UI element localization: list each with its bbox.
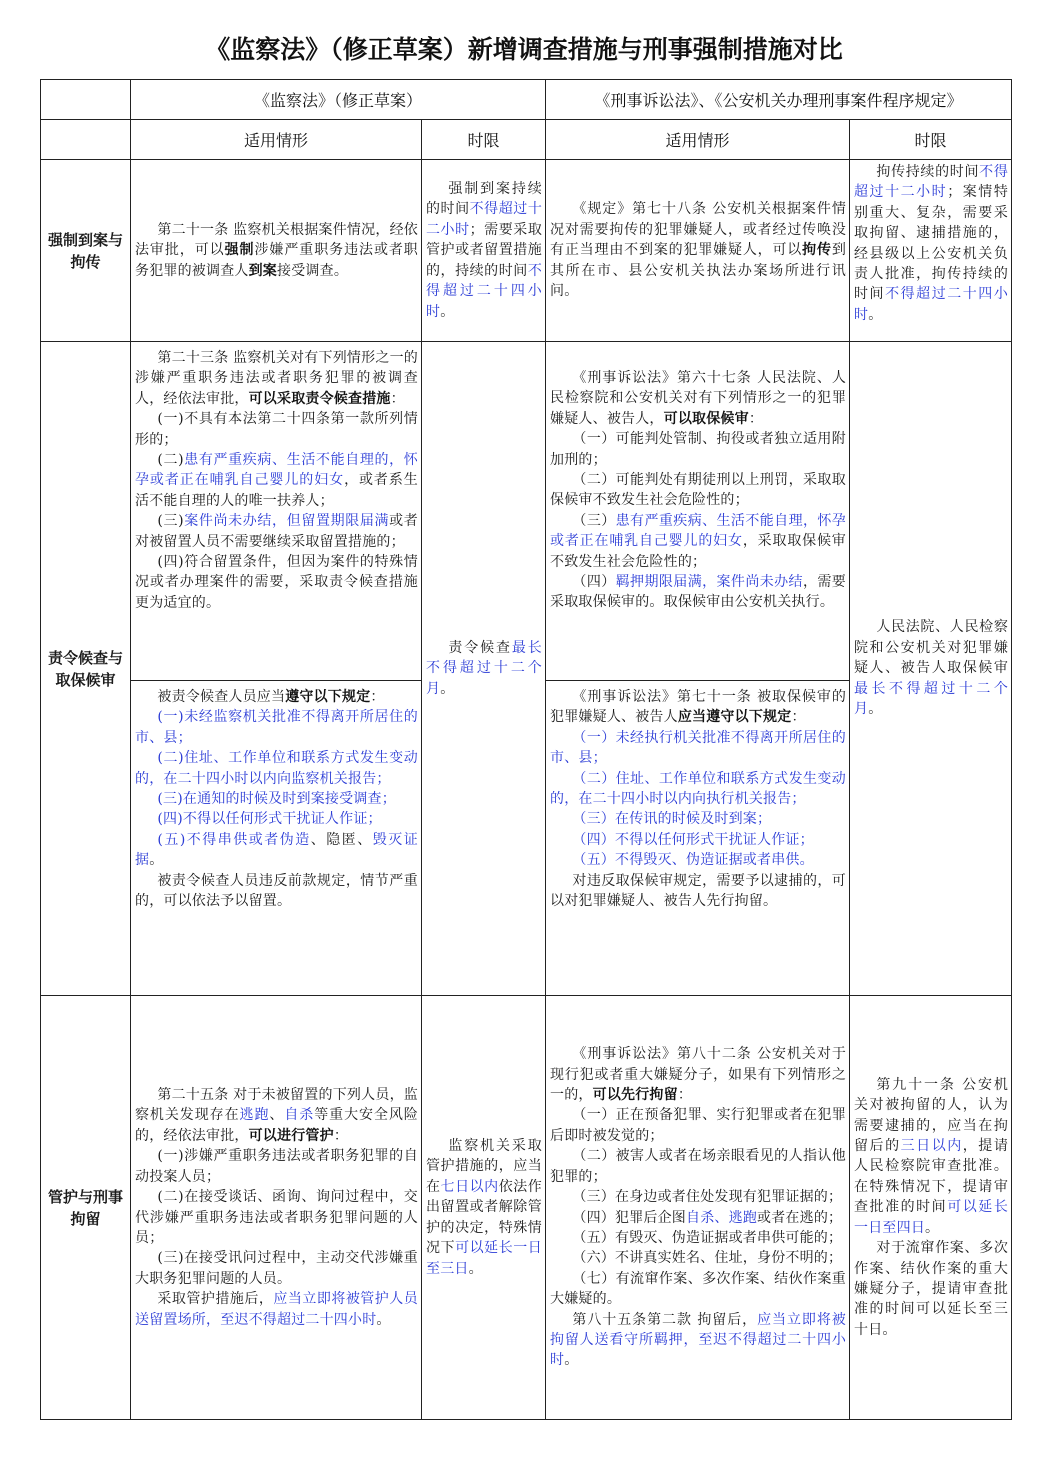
row2-criminal-scope-conditions: 《刑事诉讼法》第六十七条 人民法院、人民检察院和公安机关对有下列情形之一的犯罪嫌疑人、被告人，可以取保候审： （一）可能判处管制、拘役或者独立适用附加刑的； （二）可能判处有期徒刑以上刑罚，采取取保候审不致发生社会危险性的； （三）患有严重疾病、生活不能自理，怀孕或者正在哺乳自己婴儿的妇女，采取取保候审不致发生社会危险性的； （四）羁押期限届满，案件尚未办结，需要采取取保候审的。取保候审由公安机关执行。 <box>546 342 849 681</box>
header-row-groups <box>41 80 1012 120</box>
table-row <box>41 342 1012 996</box>
table-row <box>41 996 1012 1420</box>
row1-criminal-scope: 《规定》第七十八条 公安机关根据案件情况对需要拘传的犯罪嫌疑人，或者经过传唤没有正当理由不到案的犯罪嫌疑人，可以拘传到其所在市、县公安机关执法办案场所进行讯问。 <box>546 160 850 342</box>
row3-criminal-scope: 《刑事诉讼法》第八十二条 公安机关对于现行犯或者重大嫌疑分子，如果有下列情形之一的，可以先行拘留： （一）正在预备犯罪、实行犯罪或者在犯罪后即时被发觉的； （二）被害人或者在场亲眼看见的人指认他犯罪的； （三）在身边或者住处发现有犯罪证据的； （四）犯罪后企图自杀、逃跑或者在逃的； （五）有毁灭、伪造证据或者串供可能的； （六）不讲真实姓名、住址，身份不明的； （七）有流窜作案、多次作案、结伙作案重大嫌疑的。 第八十五条第二款 拘留后，应当立即将被拘留人送看守所羁押，至迟不得超过二十四小时。 <box>546 996 850 1420</box>
row2-supervision-scope <box>131 342 422 996</box>
table-row <box>41 160 1012 342</box>
header-scope-left: 适用情形 <box>131 120 422 160</box>
corner-cell <box>41 80 131 120</box>
row-label: 强制到案与拘传 <box>41 160 131 342</box>
row2-supervision-time: 责令候查最长不得超过十二个月。 <box>422 342 546 996</box>
row3-supervision-scope: 第二十五条 对于未被留置的下列人员，监察机关发现存在逃跑、自杀等重大安全风险的，经依法审批，可以进行管护： (一)涉嫌严重职务违法或者职务犯罪的自动投案人员； (二)在接受谈话、函询、询问过程中，交代涉嫌严重职务违法或者职务犯罪问题的人员； (三)在接受讯问过程中，主动交代涉嫌重大职务犯罪问题的人员。 采取管护措施后，应当立即将被管护人员送留置场所，至迟不得超过二十四小时。 <box>131 996 422 1420</box>
row2-supervision-scope-obligations: 被责令候查人员应当遵守以下规定： (一)未经监察机关批准不得离开所居住的市、县； (二)住址、工作单位和联系方式发生变动的，在二十四小时以内向监察机关报告； (三)在通知的时候及时到案接受调查； (四)不得以任何形式干扰证人作证； (五)不得串供或者伪造、隐匿、毁灭证据。 被责令候查人员违反前款规定，情节严重的，可以依法予以留置。 <box>135 689 418 910</box>
row-label: 责令候查与取保候审 <box>41 342 131 996</box>
comparison-table <box>40 79 1012 1420</box>
header-scope-right: 适用情形 <box>546 120 850 160</box>
row1-supervision-time: 强制到案持续的时间不得超过十二小时；需要采取管护或者留置措施的，持续的时间不得超过二十四小时。 <box>422 160 546 342</box>
header-group-criminal-procedure: 《刑事诉讼法》、《公安机关办理刑事案件程序规定》 <box>546 80 1012 120</box>
page-title: 《监察法》（修正草案）新增调查措施与刑事强制措施对比 <box>205 35 843 64</box>
row3-supervision-time: 监察机关采取管护措施的，应当在七日以内依法作出留置或者解除管护的决定，特殊情况下可以延长一日至三日。 <box>422 996 546 1420</box>
row2-supervision-scope-conditions: 第二十三条 监察机关对有下列情形之一的涉嫌严重职务违法或者职务犯罪的被调查人，经依法审批，可以采取责令候查措施： (一)不具有本法第二十四条第一款所列情形的； (二)患有严重疾病、生活不能自理的，怀孕或者正在哺乳自己婴儿的妇女，或者系生活不能自理的人的唯一扶养人； (三)案件尚未办结，但留置期限届满或者对被留置人员不需要继续采取留置措施的； (四)符合留置条件，但因为案件的特殊情况或者办理案件的需要，采取责令候查措施更为适宜的。 <box>131 342 421 681</box>
header-group-supervision-law: 《监察法》（修正草案） <box>131 80 546 120</box>
row-label: 管护与刑事拘留 <box>41 996 131 1420</box>
row1-criminal-time: 拘传持续的时间不得超过十二小时；案情特别重大、复杂，需要采取拘留、逮捕措施的，经县级以上公安机关负责人批准，拘传持续的时间不得超过二十四小时。 <box>850 160 1012 342</box>
row2-criminal-scope <box>546 342 850 996</box>
header-time-right: 时限 <box>850 120 1012 160</box>
row3-criminal-time: 第九十一条 公安机关对被拘留的人，认为需要逮捕的，应当在拘留后的三日以内，提请人民检察院审查批准。在特殊情况下，提请审查批准的时间可以延长一日至四日。 对于流窜作案、多次作案、结伙作案的重大嫌疑分子，提请审查批准的时间可以延长至三十日。 <box>850 996 1012 1420</box>
row1-supervision-scope: 第二十一条 监察机关根据案件情况，经依法审批，可以强制涉嫌严重职务违法或者职务犯罪的被调查人到案接受调查。 <box>131 160 422 342</box>
row2-criminal-time: 人民法院、人民检察院和公安机关对犯罪嫌疑人、被告人取保候审最长不得超过十二个月。 <box>850 342 1012 996</box>
header-row-columns <box>41 120 1012 160</box>
row2-criminal-scope-obligations: 《刑事诉讼法》第七十一条 被取保候审的犯罪嫌疑人、被告人应当遵守以下规定： （一）未经执行机关批准不得离开所居住的市、县； （二）住址、工作单位和联系方式发生变动的，在二十四小时以内向执行机关报告； （三）在传讯的时候及时到案； （四）不得以任何形式干扰证人作证； （五）不得毁灭、伪造证据或者串供。 对违反取保候审规定，需要予以逮捕的，可以对犯罪嫌疑人、被告人先行拘留。 <box>550 689 847 910</box>
header-time-left: 时限 <box>422 120 546 160</box>
